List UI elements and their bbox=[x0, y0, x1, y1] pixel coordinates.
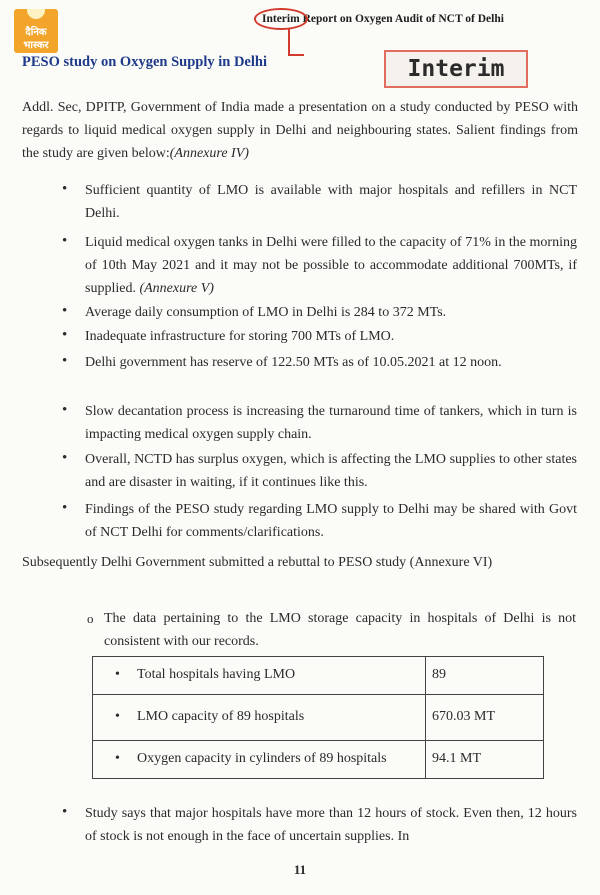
table-row bbox=[93, 657, 544, 695]
finding-text: Liquid medical oxygen tanks in Delhi were filled to the capacity of 71% in the morning of 10th May 2021 and it may not be possible to accommodate additional 700MTs, if supplied. bbox=[85, 235, 577, 296]
page-number: 11 bbox=[293, 862, 307, 877]
logo-line-2: भास्कर bbox=[23, 40, 49, 51]
finding-item bbox=[85, 301, 577, 324]
bullet-icon: • bbox=[115, 667, 120, 682]
bullet-icon: • bbox=[62, 181, 68, 197]
finding-annexure-ref: (Annexure V) bbox=[139, 281, 214, 296]
bullet-icon: • bbox=[115, 751, 120, 766]
rebuttal-paragraph: Subsequently Delhi Government submitted a rebuttal to PESO study (Annexure VI) bbox=[22, 555, 493, 570]
bullet-icon: • bbox=[62, 303, 68, 319]
header-title-rest: Report on Oxygen Audit of NCT of Delhi bbox=[299, 13, 504, 25]
rebuttal-point: The data pertaining to the LMO storage capacity in hospitals of Delhi is not consistent with our records. bbox=[104, 611, 576, 649]
header-circled-word: Interim bbox=[262, 13, 300, 25]
annotation-pointer-line bbox=[288, 28, 304, 56]
finding-text: Average daily consumption of LMO in Delhi is 284 to 372 MTs. bbox=[85, 305, 447, 320]
table-row bbox=[93, 695, 544, 741]
finding-item bbox=[85, 179, 577, 225]
finding-text: Sufficient quantity of LMO is available with major hospitals and refillers in NCT Delhi. bbox=[85, 183, 577, 221]
finding-item bbox=[85, 448, 577, 494]
bullet-icon: • bbox=[62, 804, 68, 820]
intro-annexure-ref: (Annexure IV) bbox=[169, 146, 249, 161]
table-cell-label: • Total hospitals having LMO bbox=[93, 657, 426, 695]
section-heading: PESO study on Oxygen Supply in Delhi bbox=[22, 54, 267, 70]
circle-bullet-icon: o bbox=[87, 611, 94, 626]
running-header bbox=[262, 13, 504, 25]
table-row bbox=[93, 741, 544, 779]
bullet-icon: • bbox=[62, 402, 68, 418]
finding-item bbox=[85, 400, 577, 446]
table-cell-label: • LMO capacity of 89 hospitals bbox=[93, 695, 426, 741]
intro-paragraph bbox=[22, 96, 578, 165]
finding-item bbox=[85, 498, 577, 544]
logo-sun-icon bbox=[27, 9, 45, 19]
finding-item bbox=[85, 351, 577, 374]
bullet-icon: • bbox=[62, 450, 68, 466]
dainik-bhaskar-logo bbox=[14, 9, 58, 53]
table-cell-value: 670.03 MT bbox=[426, 695, 544, 741]
table-cell-value: 94.1 MT bbox=[426, 741, 544, 779]
finding-item bbox=[85, 231, 577, 300]
bullet-icon: • bbox=[62, 233, 68, 249]
bullet-icon: • bbox=[62, 353, 68, 369]
bullet-icon: • bbox=[62, 327, 68, 343]
finding-text: Slow decantation process is increasing the turnaround time of tankers, which in turn is impacting medical oxygen supply chain. bbox=[85, 404, 577, 442]
finding-text: Findings of the PESO study regarding LMO supply to Delhi may be shared with Govt of NCT Delhi for comments/clarifications. bbox=[85, 502, 577, 540]
table-cell-value: 89 bbox=[426, 657, 544, 695]
logo-line-1: दैनिक bbox=[25, 27, 47, 38]
finding-item bbox=[85, 325, 577, 348]
finding-text: Overall, NCTD has surplus oxygen, which is affecting the LMO supplies to other states and are disaster in waiting, if it continues like this. bbox=[85, 452, 577, 490]
lmo-capacity-table bbox=[92, 656, 544, 779]
continuation-point: Study says that major hospitals have more than 12 hours of stock. Even then, 12 hours of stock is not enough in the face of uncertain supplies. In bbox=[85, 806, 577, 844]
finding-text: Delhi government has reserve of 122.50 MTs as of 10.05.2021 at 12 noon. bbox=[85, 355, 502, 370]
finding-text: Inadequate infrastructure for storing 700 MTs of LMO. bbox=[85, 329, 395, 344]
bullet-icon: • bbox=[115, 709, 120, 724]
intro-text: Addl. Sec, DPITP, Government of India made a presentation on a study conducted by PESO with regards to liquid medical oxygen supply in Delhi and neighbouring states. Salient findings from the study are given below: bbox=[22, 100, 578, 161]
table-cell-label: • Oxygen capacity in cylinders of 89 hospitals bbox=[93, 741, 426, 779]
interim-stamp: Interim bbox=[384, 50, 528, 88]
bullet-icon: • bbox=[62, 500, 68, 516]
